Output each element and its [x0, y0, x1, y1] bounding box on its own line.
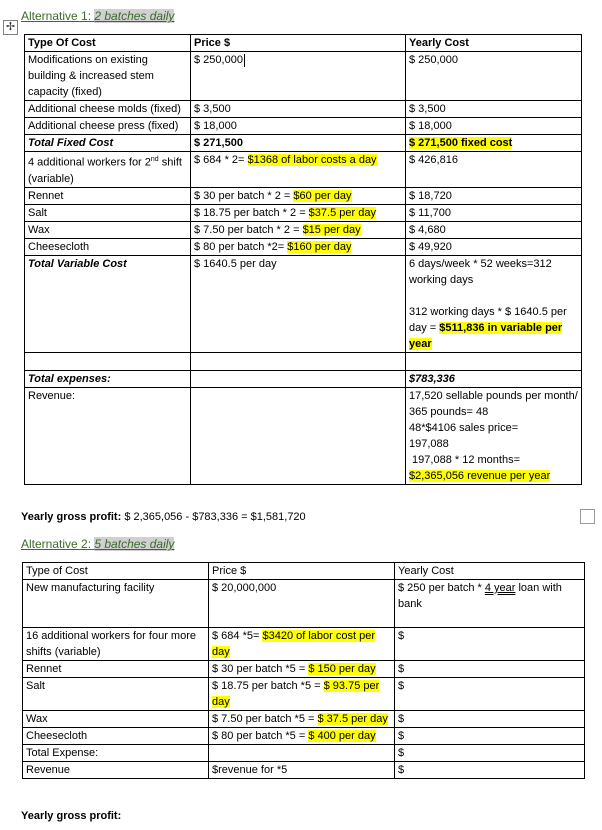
highlight-text: $ 150 per day — [308, 663, 376, 675]
cell-price — [191, 387, 406, 484]
text-part: 197,088 — [409, 437, 449, 450]
cell-type: Additional cheese molds (fixed) — [25, 101, 191, 118]
table-row — [25, 187, 582, 204]
table-row — [23, 728, 585, 745]
cell-price: $revenue for *5 — [209, 762, 395, 779]
cell-type: New manufacturing facility — [23, 580, 209, 628]
cell-yearly — [406, 387, 582, 484]
table-row — [23, 762, 585, 779]
cell-empty — [25, 352, 191, 370]
cell-price — [191, 238, 406, 255]
cell-price — [209, 728, 395, 745]
cell-yearly: $ — [395, 745, 585, 762]
text-part: 48*$4106 sales price= — [409, 421, 519, 434]
alt1-heading — [21, 9, 174, 23]
text-part: 312 working days * $ 1640.5 per day = — [409, 305, 567, 334]
highlight-text: $ 400 per day — [308, 730, 376, 742]
cell-yearly: $ 426,816 — [406, 152, 582, 188]
cell-type: Wax — [23, 711, 209, 728]
table-row — [25, 204, 582, 221]
text-cursor — [244, 54, 245, 67]
header-type — [23, 563, 209, 580]
cell-price — [191, 152, 406, 188]
cell-type: Rennet — [23, 661, 209, 678]
text-part: 4 year — [484, 582, 516, 594]
text-part: $ 80 per batch *5 = — [212, 730, 309, 742]
cell-yearly: $ — [395, 628, 585, 661]
text-part: $ 30 per batch *5 = — [212, 663, 309, 675]
text-part: $ 7.50 per batch * 2 = — [194, 223, 303, 236]
cell-type: Additional cheese press (fixed) — [25, 118, 191, 135]
cell-yearly: $ — [395, 762, 585, 779]
cell-yearly: $ — [395, 661, 585, 678]
price-text: $ 250,000 — [194, 54, 243, 66]
cell-price — [209, 628, 395, 661]
highlight-text: $511,836 in variable per year — [409, 321, 563, 350]
highlight-text: $37.5 per day — [308, 206, 376, 219]
text-part: loan with bank — [398, 582, 562, 610]
text-part: $ 18.75 per batch * 2 = — [194, 206, 309, 219]
cell-type: 16 additional workers for four more shifts (variable) — [23, 628, 209, 661]
table-row — [23, 628, 585, 661]
cell-yearly: $ 250,000 — [406, 52, 582, 101]
alt2-heading-label: 5 batches daily — [94, 537, 175, 551]
cell-yearly: $ 49,920 — [406, 238, 582, 255]
cell-type: Cheesecloth — [23, 728, 209, 745]
table-header-row — [25, 35, 582, 52]
table-row — [23, 580, 585, 628]
table-row — [25, 135, 582, 152]
text-part — [409, 304, 578, 352]
alt2-heading — [21, 537, 174, 551]
text-part: 197,088 * 12 months= — [409, 453, 520, 466]
cell-price — [191, 204, 406, 221]
text-part: $ 684 * 2= — [194, 154, 248, 166]
alt1-gross-profit — [21, 511, 306, 523]
alt2-heading-prefix: Alternative 2: — [21, 537, 95, 551]
table-row — [25, 52, 582, 101]
text-part: $ 2,365,056 - $783,336 = $1,581,720 — [124, 511, 306, 523]
cell-price — [191, 221, 406, 238]
alt1-cost-table — [24, 34, 582, 485]
cell-type: Cheesecloth — [25, 238, 191, 255]
cell-yearly: $783,336 — [406, 370, 582, 387]
text-part: 6 days/week * 52 weeks=312 working days — [409, 257, 552, 286]
cell-yearly: $ 18,720 — [406, 187, 582, 204]
header-yearly: Yearly Cost — [395, 563, 585, 580]
cell-type: Total Expense: — [23, 745, 209, 762]
cell-type: Total Fixed Cost — [25, 135, 191, 152]
table-row — [25, 255, 582, 352]
cell-type: Revenue: — [25, 387, 191, 484]
alt2-gross-profit: Yearly gross profit: — [21, 810, 122, 822]
table-row — [25, 152, 582, 188]
superscript: nd — [150, 156, 159, 163]
table-row — [25, 221, 582, 238]
table-row — [23, 678, 585, 711]
cell-yearly: $ 11,700 — [406, 204, 582, 221]
cell-empty — [406, 352, 582, 370]
cell-yearly: $ — [395, 711, 585, 728]
cell-type: Salt — [23, 678, 209, 711]
cell-type: Rennet — [25, 187, 191, 204]
table-row — [23, 661, 585, 678]
cell-yearly: $ — [395, 678, 585, 711]
table-move-handle-icon[interactable]: ✢ — [3, 20, 18, 35]
cell-price: $ 20,000,000 — [209, 580, 395, 628]
table-row — [25, 238, 582, 255]
table-row — [23, 711, 585, 728]
text-part: shift (variable) — [28, 156, 182, 185]
table-header-row — [23, 563, 585, 580]
cell-yearly — [406, 255, 582, 352]
cell-type: Revenue — [23, 762, 209, 779]
highlight-text: $ 271,500 fixed cost — [409, 137, 513, 149]
cell-price: $ 3,500 — [191, 101, 406, 118]
cell-price: $ 1640.5 per day — [191, 255, 406, 352]
highlight-text: $15 per day — [302, 223, 361, 236]
table-row — [25, 101, 582, 118]
text-part: 4 additional workers for 2 — [28, 156, 151, 169]
cell-price — [191, 187, 406, 204]
cell-price — [209, 661, 395, 678]
cell-yearly: $ — [395, 728, 585, 745]
header-yearly: Yearly Cost — [406, 35, 582, 52]
table-row — [23, 745, 585, 762]
header-price: Price $ — [209, 563, 395, 580]
cell-yearly: $ 3,500 — [406, 101, 582, 118]
resize-handle[interactable] — [580, 509, 595, 524]
cell-type: Total expenses: — [25, 370, 191, 387]
text-part: $ 30 per batch * 2 = — [194, 189, 294, 202]
highlight-text: $3420 of labor cost per day — [212, 630, 375, 658]
text-part: $ 18.75 per batch *5 = — [212, 680, 324, 692]
cell-price — [209, 745, 395, 762]
cell-empty — [191, 352, 406, 370]
header-price: Price $ — [191, 35, 406, 52]
highlight-text: $160 per day — [287, 240, 352, 253]
cell-price[interactable] — [191, 52, 406, 101]
highlight-text: $ 37.5 per day — [317, 713, 388, 725]
spacer — [409, 288, 578, 304]
cell-price: $ 271,500 — [191, 135, 406, 152]
alt2-cost-table — [22, 562, 585, 779]
cell-type: Wax — [25, 221, 191, 238]
text-part: $ 80 per batch *2= — [194, 240, 288, 253]
cell-type — [25, 152, 191, 188]
highlight-text: $1368 of labor costs a day — [247, 154, 377, 166]
cell-price: $ 18,000 — [191, 118, 406, 135]
cell-price — [191, 370, 406, 387]
highlight-text: $ 93.75 per day — [212, 680, 380, 708]
text-part: 17,520 sellable pounds per month/ 365 pounds= 48 — [409, 389, 578, 418]
table-row — [25, 352, 582, 370]
table-row — [25, 370, 582, 387]
alt1-heading-prefix: Alternative 1: — [21, 9, 95, 23]
cell-price — [209, 678, 395, 711]
cell-price — [209, 711, 395, 728]
table-row — [25, 118, 582, 135]
cell-yearly: $ 18,000 — [406, 118, 582, 135]
highlight-text: $2,365,056 revenue per year — [409, 469, 551, 482]
alt1-heading-label: 2 batches daily — [94, 9, 175, 23]
cell-yearly: $ 4,680 — [406, 221, 582, 238]
text-part — [409, 468, 578, 484]
table-row — [25, 387, 582, 484]
text-part: $ 250 per batch * — [398, 582, 485, 594]
cell-type: Salt — [25, 204, 191, 221]
cell-yearly — [406, 135, 582, 152]
text-part: $ 7.50 per batch *5 = — [212, 713, 318, 725]
cell-type: Total Variable Cost — [25, 255, 191, 352]
text-part: Type of Cost — [26, 565, 88, 577]
cell-type: Modifications on existing building & increased stem capacity (fixed) — [25, 52, 191, 101]
text-part: Yearly gross profit: — [21, 511, 125, 523]
cell-yearly — [395, 580, 585, 628]
highlight-text: $60 per day — [293, 189, 352, 202]
header-type: Type Of Cost — [25, 35, 191, 52]
text-part: $ 684 *5= — [212, 630, 263, 642]
